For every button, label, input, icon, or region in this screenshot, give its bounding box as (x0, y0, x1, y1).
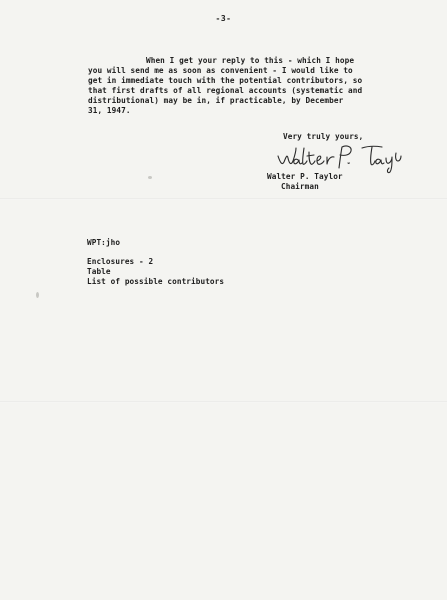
paper-fold-line (0, 198, 447, 200)
body-line: that first drafts of all regional accounts (systematic and (88, 86, 363, 95)
body-line: you will send me as soon as convenient - I would like to (88, 66, 353, 75)
body-line: distributional) may be in, if practicable, by December (88, 96, 344, 105)
paper-speck (36, 292, 39, 298)
handwritten-signature (276, 140, 406, 174)
signer-title: Chairman (281, 182, 319, 191)
body-line: get in immediate touch with the potential contributors, so (88, 76, 363, 85)
paper-speck (148, 176, 152, 179)
enclosure-item: Table (87, 267, 111, 276)
page-number: -3- (215, 14, 232, 23)
signer-name: Walter P. Taylor (267, 172, 343, 181)
body-line: When I get your reply to this - which I hope (146, 56, 355, 65)
enclosures-line: Enclosures - 2 (87, 257, 154, 266)
body-line: 31, 1947. (88, 106, 131, 115)
paper-fold-line (0, 401, 447, 403)
enclosure-item: List of possible contributors (87, 277, 225, 286)
reference-initials: WPT:jho (87, 238, 121, 247)
complimentary-closing: Very truly yours, (283, 132, 364, 141)
